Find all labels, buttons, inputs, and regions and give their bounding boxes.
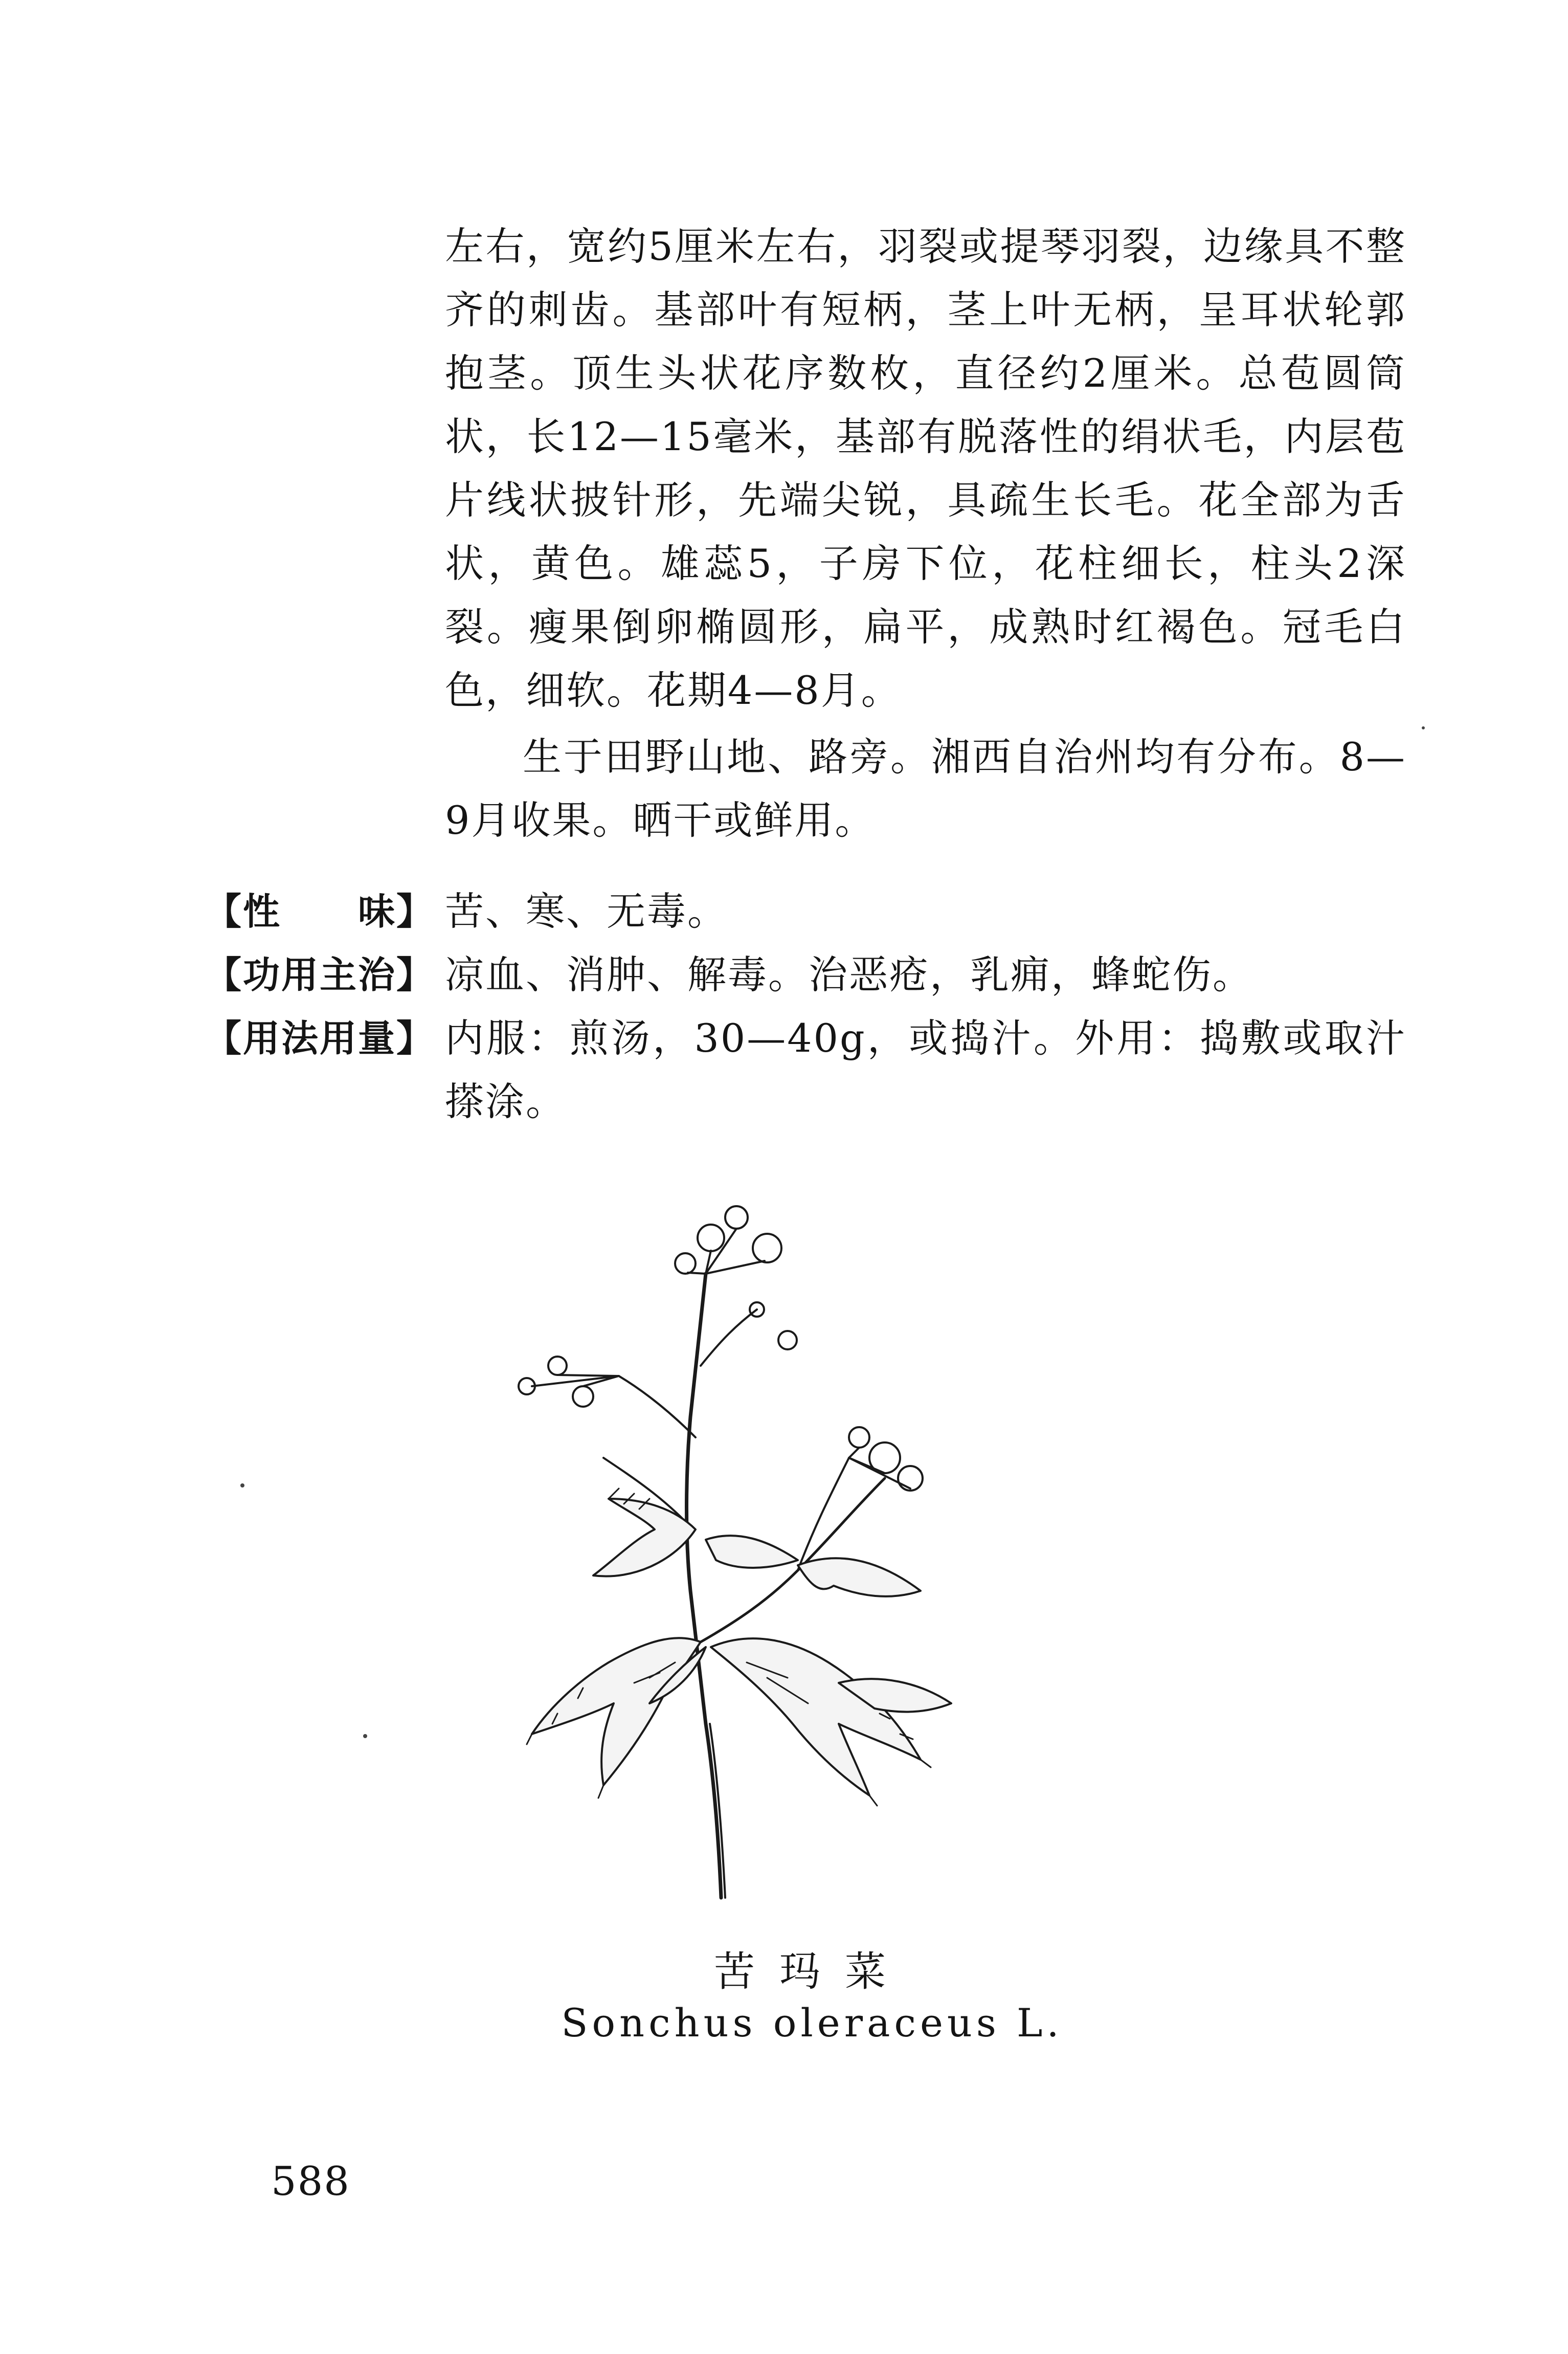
morphology-paragraph: 左右，宽约5厘米左右，羽裂或提琴羽裂，边缘具不整齐的刺齿。基部叶有短柄，茎上叶无柄，呈耳状轮郭抱茎。顶生头状花序数枚，直径约2厘米。总苞圆筒状，长12—15毫米，基部有脱落性的绢状毛，内层苞片线状披针形，先端尖锐，具疏生长毛。花全部为舌状，黄色。雄蕊5，子房下位，花柱细长，柱头2深裂。瘦果倒卵椭圆形，扁平，成熟时红褐色。冠毛白色，细软。花期4—8月。 bbox=[445, 224, 1406, 713]
entry-label-usage: 【用法用量】 bbox=[205, 1017, 435, 1060]
page-number: 588 bbox=[271, 2159, 350, 2205]
description-text bbox=[445, 215, 1406, 852]
entry-label-taste: 【性 味】 bbox=[205, 890, 435, 933]
habitat-paragraph: 生于田野山地、路旁。湘西自治州均有分布。8—9月收果。晒干或鲜用。 bbox=[445, 734, 1406, 843]
entry-label-function: 【功用主治】 bbox=[205, 953, 435, 996]
entry-content-usage: 内服：煎汤，30—40g，或捣汁。外用：捣敷或取汁搽涂。 bbox=[445, 1015, 1406, 1124]
entry-function bbox=[205, 943, 1406, 1007]
entry-content-taste: 苦、寒、无毒。 bbox=[445, 889, 728, 934]
entry-content-function: 凉血、消肿、解毒。治恶疮，乳痈，蜂蛇伤。 bbox=[445, 952, 1253, 997]
figure-caption-latin: Sonchus oleraceus L. bbox=[561, 2000, 1063, 2046]
print-speck bbox=[363, 1734, 367, 1738]
print-speck bbox=[240, 1483, 244, 1487]
plant-illustration bbox=[481, 1171, 1002, 1939]
print-speck bbox=[1422, 726, 1425, 729]
entry-usage bbox=[205, 1007, 1406, 1134]
entry-taste bbox=[205, 880, 1406, 943]
figure-caption-chinese: 苦玛菜 bbox=[714, 1948, 910, 1995]
